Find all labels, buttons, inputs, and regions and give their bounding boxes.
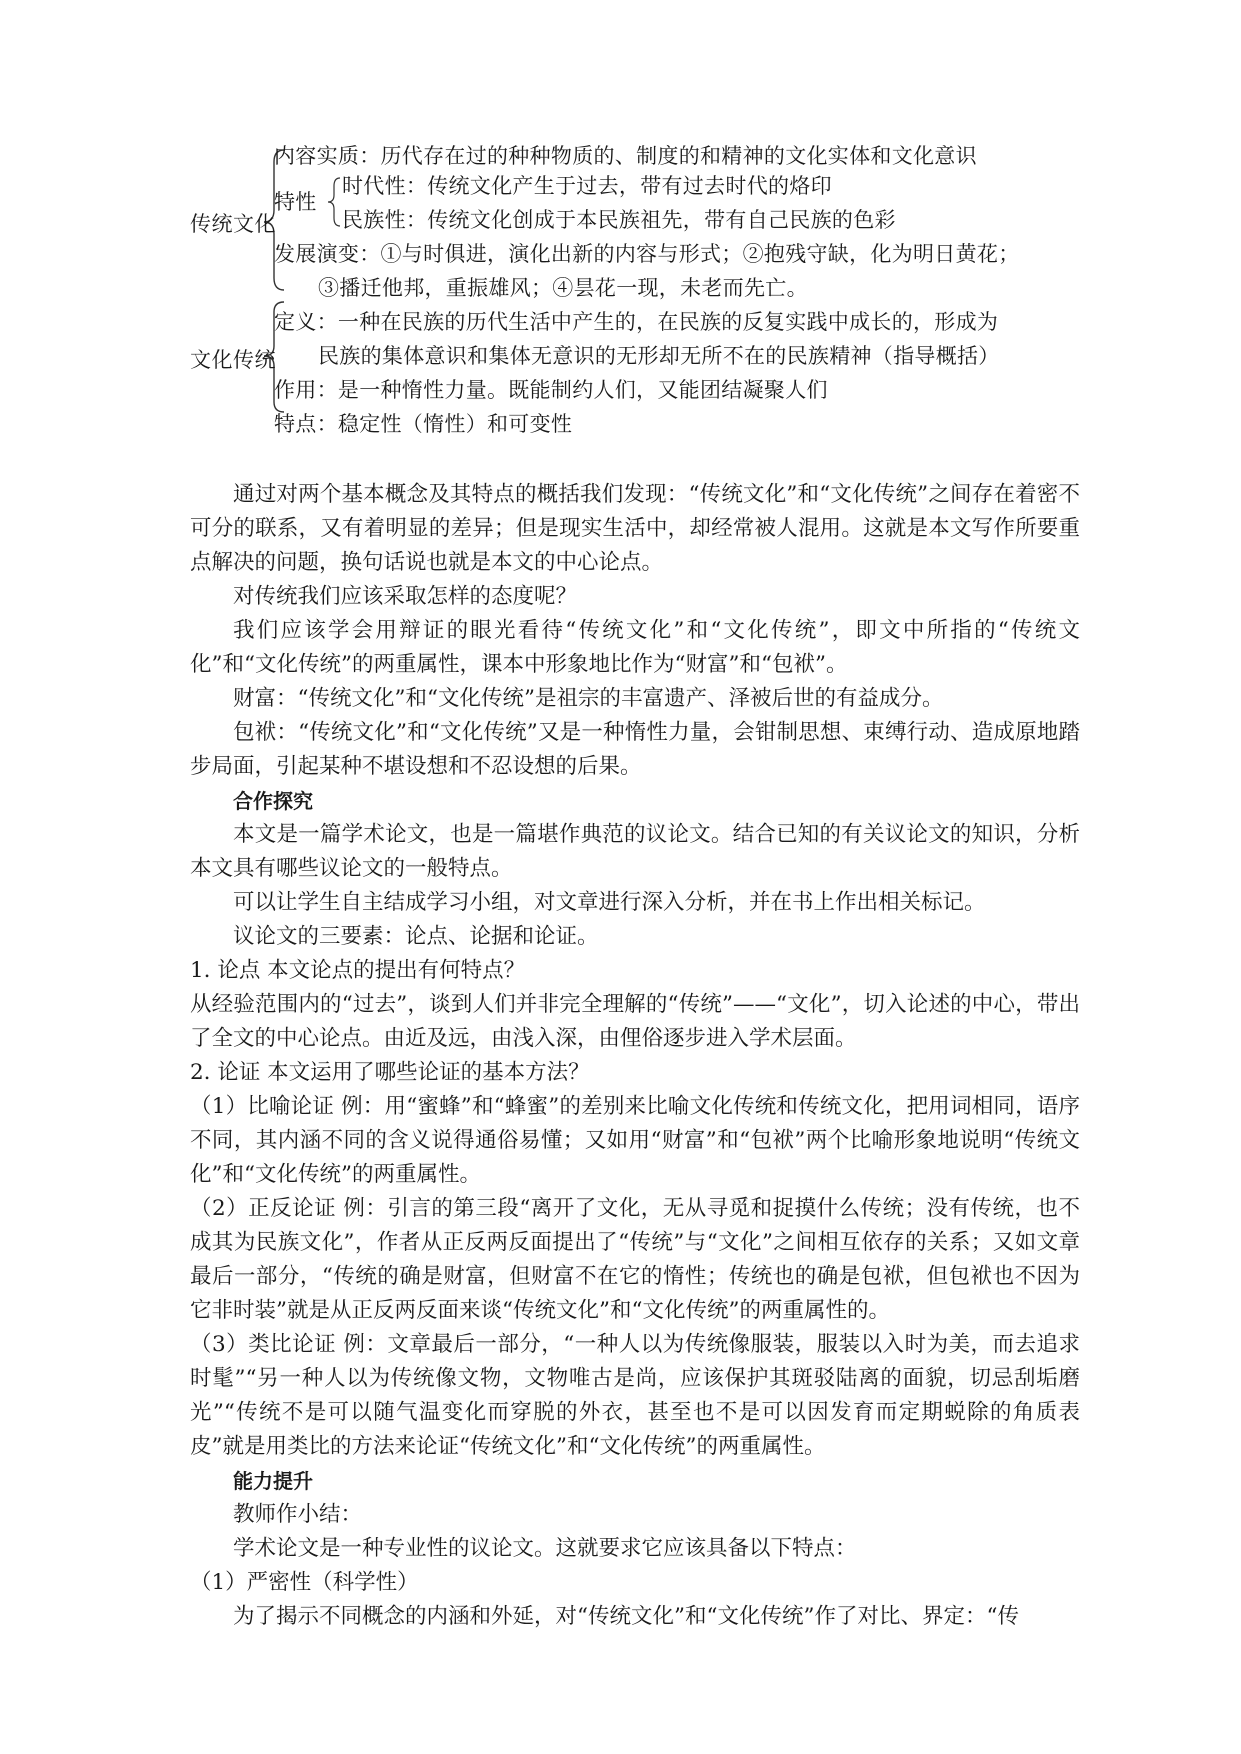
group1-trait-nation: 民族性：传统文化创成于本民族祖先，带有自己民族的色彩 xyxy=(342,208,896,232)
paragraph: 学术论文是一种专业性的议论文。这就要求它应该具备以下特点： xyxy=(233,1536,857,1561)
group1-evolution-line: 发展演变：①与时俱进，演化出新的内容与形式；②抱残守缺，化为明日黄花； xyxy=(274,242,1020,266)
numbered-question: 2. 论证 本文运用了哪些论证的基本方法？ xyxy=(190,1060,590,1085)
group2-feature-line: 特点：稳定性（惰性）和可变性 xyxy=(274,412,573,436)
concept-brace-diagram xyxy=(190,144,1090,480)
brace-sub-traits xyxy=(328,178,340,226)
paragraph: 教师作小结： xyxy=(233,1502,363,1527)
document-body xyxy=(190,478,1080,1634)
paragraph: 包袱：“传统文化”和“文化传统”又是一种惰性力量，会钳制思想、束缚行动、造成原地踏步局面，引起某种不堪设想和不忍设想的后果。 xyxy=(190,720,1080,779)
paragraph: 对传统我们应该采取怎样的态度呢？ xyxy=(233,584,578,609)
paragraph: 议论文的三要素：论点、论据和论证。 xyxy=(233,924,599,949)
section-heading: 合作探究 xyxy=(233,789,313,813)
paragraph: 财富：“传统文化”和“文化传统”是祖宗的丰富遗产、泽被后世的有益成分。 xyxy=(233,686,944,711)
section-heading: 能力提升 xyxy=(233,1469,313,1493)
paragraph: 我们应该学会用辩证的眼光看待“传统文化”和“文化传统”，即文中所指的“传统文化”和“文化传统”的两重属性，课本中形象地比作为“财富”和“包袱”。 xyxy=(190,618,1080,677)
paragraph: 通过对两个基本概念及其特点的概括我们发现：“传统文化”和“文化传统”之间存在着密不可分的联系，又有着明显的差异；但是现实生活中，却经常被人混用。这就是本文写作所要重点解决的问题，换句话说也就是本文的中心论点。 xyxy=(190,482,1080,575)
paragraph: 从经验范围内的“过去”，谈到人们并非完全理解的“传统”——“文化”，切入论述的中心，带出了全文的中心论点。由近及远，由浅入深，由俚俗逐步进入学术层面。 xyxy=(190,992,1080,1051)
list-item: （2）正反论证 例：引言的第三段“离开了文化，无从寻觅和捉摸什么传统；没有传统，也不成其为民族文化”，作者从正反两反面提出了“传统”与“文化”之间相互依存的关系；又如文章最后一部分，“传统的确是财富，但财富不在它的惰性；传统也的确是包袱，但包袱也不因为它非时装”就是从正反两反面来谈“传统文化”和“文化传统”的两重属性的。 xyxy=(190,1196,1080,1323)
numbered-question: 1. 论点 本文论点的提出有何特点？ xyxy=(190,958,526,983)
paragraph: 本文是一篇学术论文，也是一篇堪作典范的议论文。结合已知的有关议论文的知识，分析本文具有哪些议论文的一般特点。 xyxy=(190,822,1080,881)
group1-label: 传统文化 xyxy=(190,212,276,236)
group2-definition-line-cont: 民族的集体意识和集体无意识的无形却无所不在的民族精神（指导概括） xyxy=(318,344,1000,368)
group1-trait-era: 时代性：传统文化产生于过去，带有过去时代的烙印 xyxy=(342,174,832,198)
group2-definition-line: 定义：一种在民族的历代生活中产生的，在民族的反复实践中成长的，形成为 xyxy=(274,310,999,334)
paragraph: 为了揭示不同概念的内涵和外延，对“传统文化”和“文化传统”作了对比、界定：“传 xyxy=(233,1604,1019,1629)
group2-label: 文化传统 xyxy=(190,348,276,372)
list-item: （1）严密性（科学性） xyxy=(190,1570,419,1595)
list-item: （1）比喻论证 例：用“蜜蜂”和“蜂蜜”的差别来比喻文化传统和传统文化，把用词相同，语序不同，其内涵不同的含义说得通俗易懂；又如用“财富”和“包袱”两个比喻形象地说明“传统文化”和“文化传统”的两重属性。 xyxy=(190,1094,1080,1187)
group1-traits-label: 特性 xyxy=(274,190,317,214)
paragraph: 可以让学生自主结成学习小组，对文章进行深入分析，并在书上作出相关标记。 xyxy=(233,890,986,915)
group2-function-line: 作用：是一种惰性力量。既能制约人们，又能团结凝聚人们 xyxy=(274,378,828,402)
group1-content-line: 内容实质：历代存在过的种种物质的、制度的和精神的文化实体和文化意识 xyxy=(274,144,977,168)
list-item: （3）类比论证 例：文章最后一部分，“一种人以为传统像服装，服装以入时为美，而去追求时髦”“另一种人以为传统像文物，文物唯古是尚，应该保护其斑驳陆离的面貌，切忌刮垢磨光”“传统不是可以随气温变化而穿脱的外衣，甚至也不是可以因发育而定期蜕除的角质表皮”就是用类比的方法来论证“传统文化”和“文化传统”的两重属性。 xyxy=(190,1332,1080,1459)
group1-evolution-line-cont: ③播迁他邦，重振雄风；④昙花一现，未老而先亡。 xyxy=(318,276,808,300)
